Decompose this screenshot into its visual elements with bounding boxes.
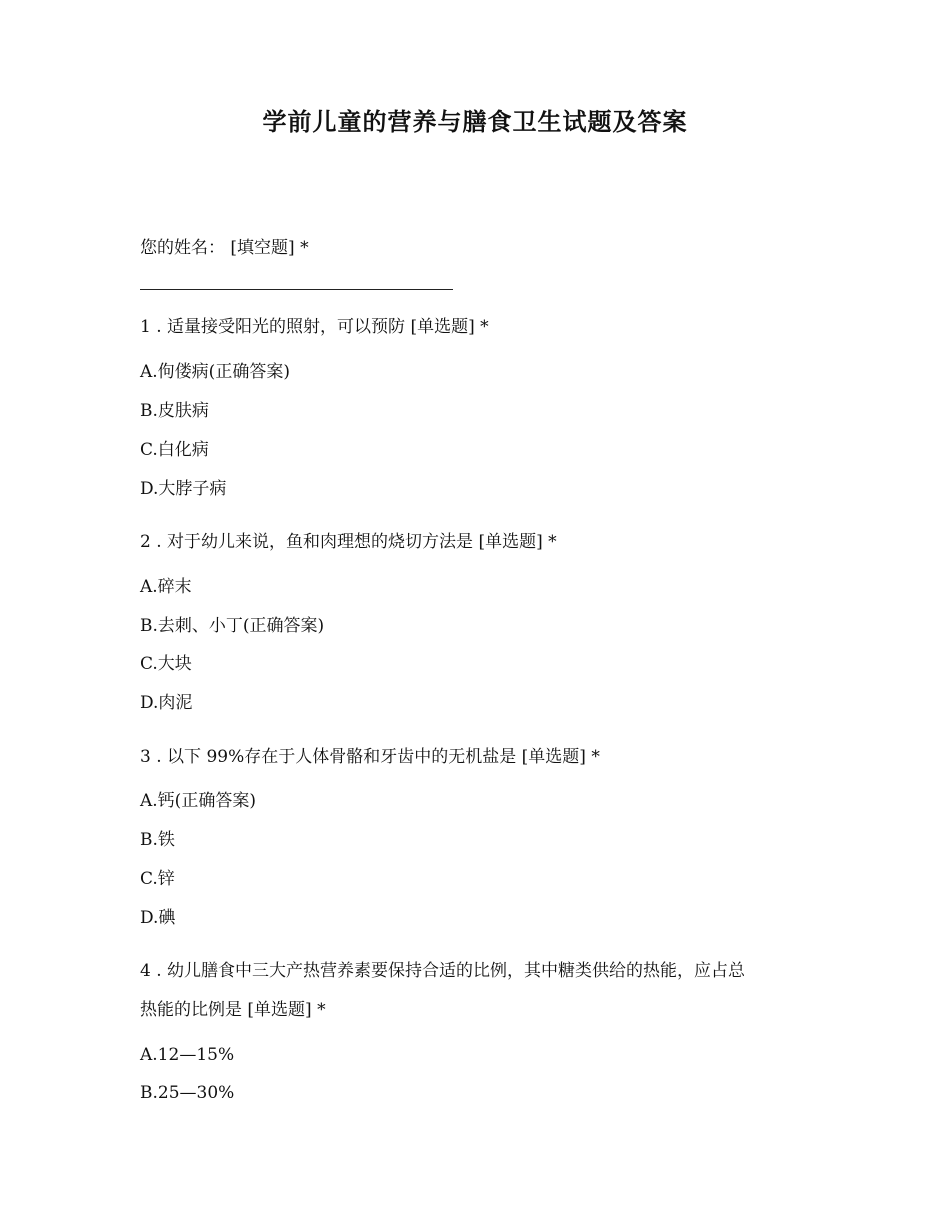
question-1-option-b[interactable]: B.皮肤病 [140, 401, 209, 421]
question-1-option-c[interactable]: C.白化病 [140, 440, 209, 460]
question-2-stem: 2 . 对于幼儿来说，鱼和肉理想的烧切方法是 [单选题] * [140, 532, 557, 552]
question-text: 对于幼儿来说，鱼和肉理想的烧切方法是 [167, 532, 474, 552]
question-4-option-a[interactable]: A.12—15% [140, 1045, 235, 1065]
question-text: 适量接受阳光的照射，可以预防 [167, 317, 406, 337]
question-type: [单选题] [247, 1000, 312, 1020]
document-title: 学前儿童的营养与膳食卫生试题及答案 [262, 107, 688, 136]
question-2-option-c[interactable]: C.大块 [140, 654, 192, 674]
question-3-stem: 3 . 以下 99%存在于人体骨骼和牙齿中的无机盐是 [单选题] * [140, 747, 600, 767]
question-2-option-b[interactable]: B.去刺、小丁(正确答案) [140, 616, 325, 636]
question-1-option-d[interactable]: D.大脖子病 [140, 479, 227, 499]
question-text: 幼儿膳食中三大产热营养素要保持合适的比例，其中糖类供给的热能，应占总 [167, 961, 746, 981]
question-3-option-b[interactable]: B.铁 [140, 830, 175, 850]
required-mark: * [300, 238, 309, 258]
question-4-stem-line-1: 4 . 幼儿膳食中三大产热营养素要保持合适的比例，其中糖类供给的热能，应占总 [140, 961, 746, 981]
question-3-option-c[interactable]: C.锌 [140, 869, 175, 889]
question-2-option-a[interactable]: A.碎末 [140, 577, 192, 597]
question-type: [单选题] [478, 532, 543, 552]
required-mark: * [317, 1000, 326, 1020]
question-3-option-a[interactable]: A.钙(正确答案) [140, 791, 256, 811]
name-field-prompt [140, 236, 309, 260]
question-1-stem: 1 . 适量接受阳光的照射，可以预防 [单选题] * [140, 317, 489, 337]
question-number: 1 [140, 317, 151, 337]
question-type: [单选题] [521, 747, 586, 767]
question-3-option-d[interactable]: D.碘 [140, 908, 176, 928]
question-text: 热能的比例是 [140, 1000, 242, 1020]
question-4-option-b[interactable]: B.25—30% [140, 1083, 235, 1103]
question-number: 4 [140, 961, 151, 981]
required-mark: * [480, 317, 489, 337]
required-mark: * [548, 532, 557, 552]
question-text: 以下 99%存在于人体骨骼和牙齿中的无机盐是 [167, 747, 517, 767]
question-number: 2 [140, 532, 151, 552]
question-2-option-d[interactable]: D.肉泥 [140, 693, 193, 713]
question-number: 3 [140, 747, 151, 767]
question-4-stem-line-2 [140, 998, 326, 1022]
question-1-option-a[interactable]: A.佝偻病(正确答案) [140, 362, 290, 382]
name-answer-line[interactable] [140, 289, 453, 290]
name-field-type: [填空题] [230, 238, 295, 258]
name-field-label: 您的姓名： [140, 238, 225, 258]
question-type: [单选题] [410, 317, 475, 337]
required-mark: * [591, 747, 600, 767]
